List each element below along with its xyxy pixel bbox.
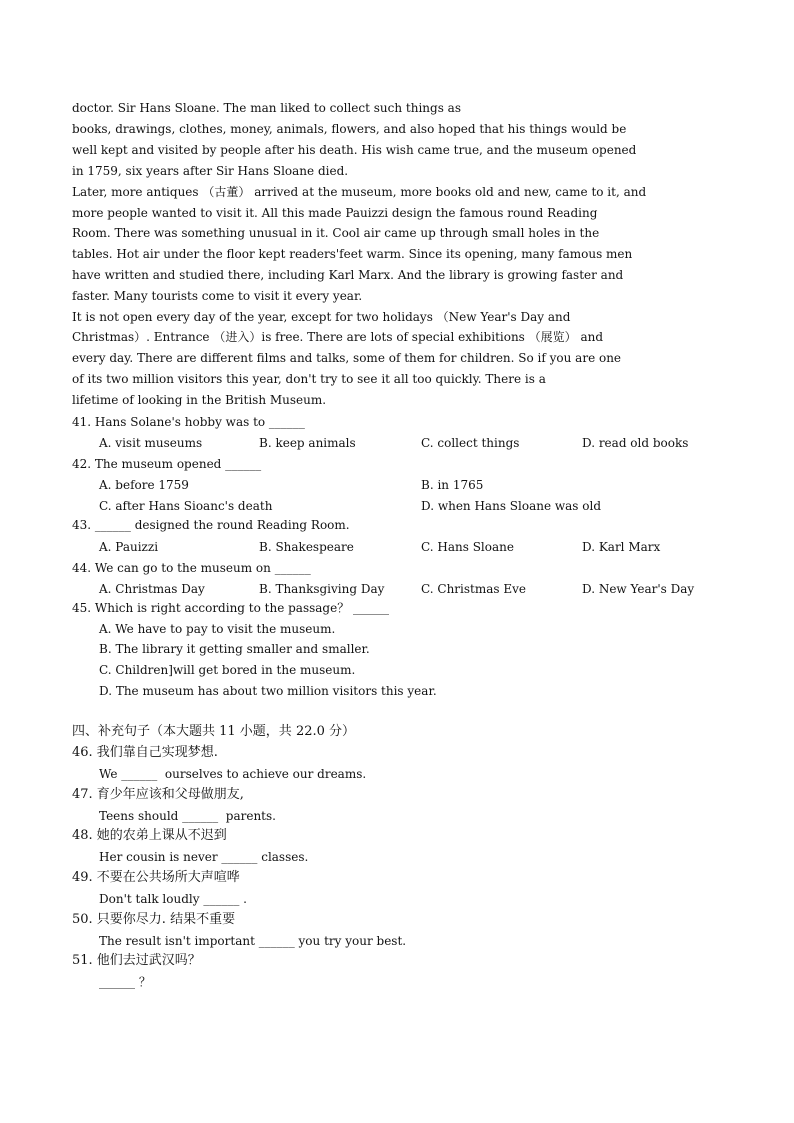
option-d[interactable]: D. read old books — [582, 436, 689, 450]
option-c[interactable]: C. collect things — [421, 436, 520, 450]
item-48-english: Her cousin is never ______ classes. — [99, 850, 309, 864]
item-48-chinese: 48. 她的农弟上课从不迟到 — [72, 828, 227, 843]
passage-line: lifetime of looking in the British Museum. — [72, 393, 327, 407]
item-46-english: We ______ ourselves to achieve our dreams. — [99, 767, 367, 781]
passage-line: of its two million visitors this year, don't try to see it all too quickly. There is a — [72, 372, 546, 386]
item-50-english: The result isn't important ______ you try your best. — [99, 934, 407, 948]
option-d[interactable]: D. Karl Marx — [582, 540, 661, 554]
question-45-stem: 45. Which is right according to the passage？ ______ — [72, 601, 390, 615]
question-41-stem: 41. Hans Solane's hobby was to ______ — [72, 415, 305, 429]
passage-line: every day. There are different films and talks, some of them for children. So if you are one — [72, 351, 622, 365]
passage-line: books, drawings, clothes, money, animals, flowers, and also hoped that his things would be — [72, 122, 627, 136]
item-49-chinese: 49. 不要在公共场所大声喧哗 — [72, 870, 240, 885]
option-b[interactable]: B. Thanksgiving Day — [259, 582, 385, 596]
option-d[interactable]: D. The museum has about two million visitors this year. — [99, 684, 437, 698]
option-c[interactable]: C. Hans Sloane — [421, 540, 514, 554]
passage-line: have written and studied there, including Karl Marx. And the library is growing faster and — [72, 268, 624, 282]
option-b[interactable]: B. Shakespeare — [259, 540, 354, 554]
item-51-chinese: 51. 他们去过武汉吗？ — [72, 953, 201, 968]
option-b[interactable]: B. The library it getting smaller and smaller. — [99, 642, 370, 656]
question-42-stem: 42. The museum opened ______ — [72, 457, 262, 471]
passage-line: Christmas）. Entrance （进入）is free. There are lots of special exhibitions （展览） and — [72, 330, 604, 344]
passage-line: Room. There was something unusual in it. Cool air came up through small holes in the — [72, 226, 600, 240]
question-43-stem: 43. ______ designed the round Reading Room. — [72, 518, 350, 532]
option-d[interactable]: D. when Hans Sloane was old — [421, 499, 602, 513]
passage-line: doctor. Sir Hans Sloane. The man liked to collect such things as — [72, 101, 461, 115]
item-49-english: Don't talk loudly ______ . — [99, 892, 247, 906]
option-c[interactable]: C. Children]will get bored in the museum. — [99, 663, 356, 677]
option-b[interactable]: B. in 1765 — [421, 478, 484, 492]
option-b[interactable]: B. keep animals — [259, 436, 356, 450]
item-51-english: ______ ？ — [99, 975, 151, 989]
item-46-chinese: 46. 我们靠自己实现梦想. — [72, 745, 218, 760]
question-44-stem: 44. We can go to the museum on ______ — [72, 561, 311, 575]
option-c[interactable]: C. Christmas Eve — [421, 582, 526, 596]
passage-line: It is not open every day of the year, except for two holidays （New Year's Day and — [72, 310, 571, 324]
option-a[interactable]: A. before 1759 — [99, 478, 189, 492]
item-50-chinese: 50. 只要你尽力. 结果不重要 — [72, 912, 236, 927]
item-47-english: Teens should ______ parents. — [99, 809, 276, 823]
option-d[interactable]: D. New Year's Day — [582, 582, 695, 596]
passage-line: tables. Hot air under the floor kept readers'feet warm. Since its opening, many famous men — [72, 247, 633, 261]
section-heading: 四、补充句子（本大题共 11 小题，共 22.0 分） — [72, 724, 356, 739]
passage-line: faster. Many tourists come to visit it every year. — [72, 289, 363, 303]
option-a[interactable]: A. We have to pay to visit the museum. — [99, 622, 336, 636]
passage-line: well kept and visited by people after his death. His wish came true, and the museum opened — [72, 143, 637, 157]
passage-line: Later, more antiques （古董） arrived at the museum, more books old and new, came to it, and — [72, 185, 647, 199]
item-47-chinese: 47. 育少年应该和父母做朋友, — [72, 787, 244, 802]
option-c[interactable]: C. after Hans Sioanc's death — [99, 499, 273, 513]
option-a[interactable]: A. visit museums — [99, 436, 203, 450]
passage-line: more people wanted to visit it. All this made Pauizzi design the famous round Reading — [72, 206, 598, 220]
passage-line: in 1759, six years after Sir Hans Sloane died. — [72, 164, 349, 178]
option-a[interactable]: A. Christmas Day — [99, 582, 205, 596]
option-a[interactable]: A. Pauizzi — [99, 540, 159, 554]
